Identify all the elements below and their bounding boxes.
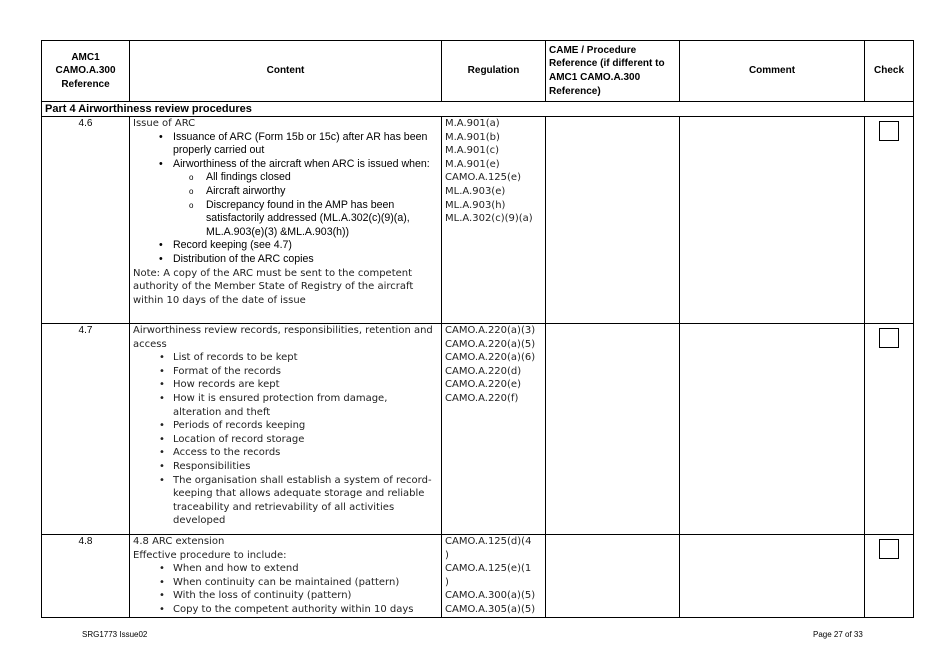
regulation-item: ML.A.903(e) bbox=[445, 185, 506, 197]
section-row bbox=[42, 102, 914, 117]
regulation-item: ) bbox=[445, 549, 449, 561]
regulation-item: CAMO.A.300(a)(5) bbox=[445, 590, 536, 602]
row-regulation bbox=[442, 117, 546, 324]
checklist-table bbox=[41, 40, 914, 618]
regulation-item: ML.A.302(c)(9)(a) bbox=[445, 213, 533, 225]
check-box[interactable] bbox=[879, 328, 899, 348]
header-reference: AMC1 CAMO.A.300 Reference bbox=[42, 41, 130, 102]
row-check bbox=[865, 324, 914, 535]
regulation-item: M.A.901(b) bbox=[445, 131, 500, 143]
regulation-item: M.A.901(e) bbox=[445, 158, 500, 170]
table-row bbox=[42, 535, 914, 618]
list-item: • When continuity can be maintained (pattern) bbox=[133, 576, 438, 590]
list-item: • Distribution of the ARC copies bbox=[133, 253, 438, 267]
content-note: Note: A copy of the ARC must be sent to the competent authority of the Member State of Registry of the aircraft within 10 days of the date of issue bbox=[133, 267, 414, 306]
regulation-item: CAMO.A.125(d)(4 bbox=[445, 536, 532, 547]
list-item: • How it is ensured protection from damage, alteration and theft bbox=[133, 392, 438, 419]
list-item: • How records are kept bbox=[133, 378, 438, 392]
content-title: Issue of ARC bbox=[133, 118, 196, 129]
row-reference: 4.8 bbox=[42, 535, 130, 618]
row-comment[interactable] bbox=[680, 117, 865, 324]
row-comment[interactable] bbox=[680, 324, 865, 535]
regulation-item: M.A.901(a) bbox=[445, 118, 500, 129]
list-item: • Issuance of ARC (Form 15b or 15c) after AR has been properly carried out bbox=[133, 131, 438, 158]
row-comment[interactable] bbox=[680, 535, 865, 618]
footer-doc-id: SRG1773 Issue02 bbox=[82, 630, 148, 639]
row-came-reference[interactable] bbox=[546, 324, 680, 535]
row-content bbox=[130, 117, 442, 324]
check-box[interactable] bbox=[879, 121, 899, 141]
row-content bbox=[130, 535, 442, 618]
regulation-item: CAMO.A.220(a)(5) bbox=[445, 338, 536, 350]
header-came: CAME / Procedure Reference (if different to AMC1 CAMO.A.300 Reference) bbox=[546, 41, 680, 102]
content-intro: Effective procedure to include: bbox=[133, 549, 287, 561]
table-row bbox=[42, 324, 914, 535]
regulation-item: CAMO.A.220(f) bbox=[445, 392, 519, 404]
row-check bbox=[865, 117, 914, 324]
regulation-item: CAMO.A.220(a)(6) bbox=[445, 352, 536, 364]
list-item: • Periods of records keeping bbox=[133, 419, 438, 433]
regulation-item: CAMO.A.220(a)(3) bbox=[445, 325, 536, 336]
sub-list-item: o All findings closed bbox=[133, 171, 438, 185]
list-item: • List of records to be kept bbox=[133, 351, 438, 365]
content-title: Airworthiness review records, responsibilities, retention and access bbox=[133, 325, 433, 350]
check-box[interactable] bbox=[879, 539, 899, 559]
regulation-item: CAMO.A.125(e)(1 bbox=[445, 563, 532, 575]
row-came-reference[interactable] bbox=[546, 117, 680, 324]
list-item: • With the loss of continuity (pattern) bbox=[133, 589, 438, 603]
header-comment: Comment bbox=[680, 41, 865, 102]
row-content bbox=[130, 324, 442, 535]
sub-list-item: o Aircraft airworthy bbox=[133, 185, 438, 199]
row-reference: 4.7 bbox=[42, 324, 130, 535]
sub-list-item: o Discrepancy found in the AMP has been satisfactorily addressed (ML.A.302(c)(9)(a), ML.A.903(e)(3) &ML.A.903(h)) bbox=[133, 199, 438, 240]
row-regulation bbox=[442, 324, 546, 535]
list-item: • The organisation shall establish a system of record-keeping that allows adequate storage and reliable traceability and retrievability of all activities developed bbox=[133, 474, 438, 528]
row-came-reference[interactable] bbox=[546, 535, 680, 618]
header-content: Content bbox=[130, 41, 442, 102]
row-regulation bbox=[442, 535, 546, 618]
regulation-item: ) bbox=[445, 576, 449, 588]
list-item: • Responsibilities bbox=[133, 460, 438, 474]
regulation-item: CAMO.A.220(d) bbox=[445, 365, 522, 377]
content-title: 4.8 ARC extension bbox=[133, 536, 225, 547]
footer-page-number: Page 27 of 33 bbox=[813, 630, 863, 639]
list-item: • Format of the records bbox=[133, 365, 438, 379]
regulation-item: CAMO.A.125(e) bbox=[445, 172, 521, 184]
row-check bbox=[865, 535, 914, 618]
regulation-item: ML.A.903(h) bbox=[445, 199, 506, 211]
header-regulation: Regulation bbox=[442, 41, 546, 102]
list-item: • Access to the records bbox=[133, 446, 438, 460]
regulation-item: CAMO.A.305(a)(5) bbox=[445, 603, 536, 615]
table-header-row bbox=[42, 41, 914, 102]
row-reference: 4.6 bbox=[42, 117, 130, 324]
list-item: • Airworthiness of the aircraft when ARC is issued when: bbox=[133, 158, 438, 172]
table-row bbox=[42, 117, 914, 324]
regulation-item: CAMO.A.220(e) bbox=[445, 379, 521, 391]
header-check: Check bbox=[865, 41, 914, 102]
regulation-item: M.A.901(c) bbox=[445, 145, 500, 157]
list-item: • Copy to the competent authority within 10 days bbox=[133, 603, 438, 617]
list-item: • Location of record storage bbox=[133, 433, 438, 447]
section-title: Part 4 Airworthiness review procedures bbox=[42, 102, 914, 117]
list-item: • When and how to extend bbox=[133, 562, 438, 576]
list-item: • Record keeping (see 4.7) bbox=[133, 239, 438, 253]
